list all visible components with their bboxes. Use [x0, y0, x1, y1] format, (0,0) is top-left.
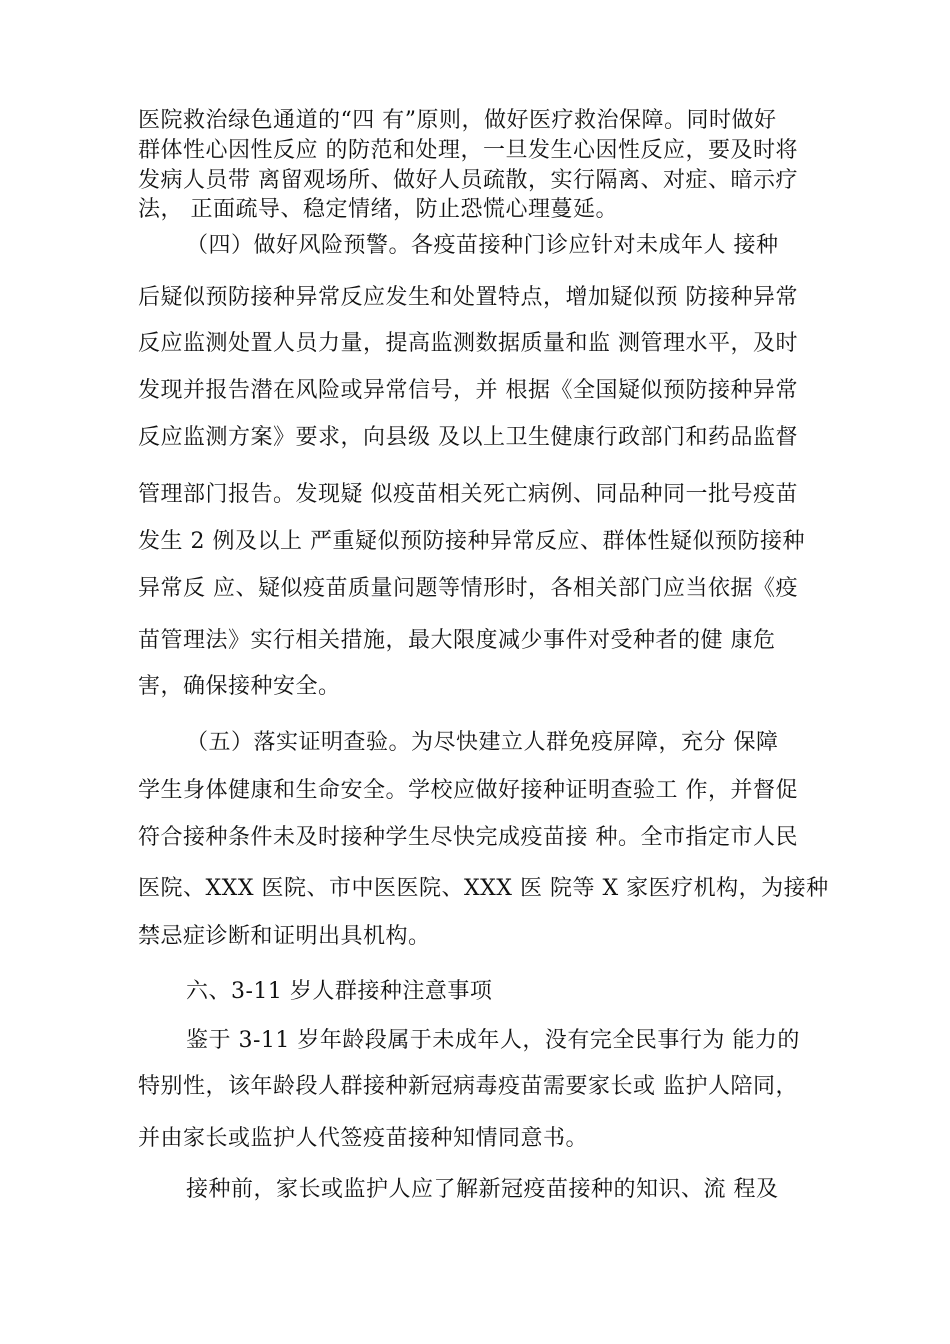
paragraph-line: （四）做好风险预警。各疫苗接种门诊应针对未成年人 接种	[186, 233, 779, 258]
paragraph-line: 管理部门报告。发现疑 似疫苗相关死亡病例、同品种同一批号疫苗	[138, 482, 798, 507]
paragraph-line: 发生 2 例及以上 严重疑似预防接种异常反应、群体性疑似预防接种	[138, 529, 805, 554]
paragraph-line: 法， 正面疏导、稳定情绪，防止恐慌心理蔓延。	[138, 197, 618, 222]
paragraph-line: 群体性心因性反应 的防范和处理，一旦发生心因性反应，要及时将	[138, 138, 798, 163]
paragraph-line: 鉴于 3-11 岁年龄段属于未成年人，没有完全民事行为 能力的	[186, 1028, 800, 1053]
paragraph-line: （五）落实证明查验。为尽快建立人群免疫屏障，充分 保障	[186, 730, 779, 755]
section-heading: 六、3-11 岁人群接种注意事项	[186, 979, 493, 1004]
paragraph-line: 禁忌症诊断和证明出具机构。	[138, 924, 431, 949]
paragraph-line: 医院救治绿色通道的“四 有”原则，做好医疗救治保障。同时做好	[138, 108, 777, 133]
paragraph-line: 异常反 应、疑似疫苗质量问题等情形时，各相关部门应当依据《疫	[138, 576, 798, 601]
paragraph-line: 发现并报告潜在风险或异常信号，并 根据《全国疑似预防接种异常	[138, 378, 798, 403]
paragraph-line: 医院、XXX 医院、市中医医院、XXX 医 院等 X 家医疗机构，为接种	[138, 876, 829, 901]
paragraph-line: 苗管理法》实行相关措施，最大限度减少事件对受种者的健 康危	[138, 628, 776, 653]
paragraph-line: 害，确保接种安全。	[138, 674, 341, 699]
paragraph-line: 并由家长或监护人代签疫苗接种知情同意书。	[138, 1126, 589, 1151]
paragraph-line: 特别性，该年龄段人群接种新冠病毒疫苗需要家长或 监护人陪同，	[138, 1074, 798, 1099]
paragraph-line: 符合接种条件未及时接种学生尽快完成疫苗接 种。全市指定市人民	[138, 825, 798, 850]
paragraph-line: 后疑似预防接种异常反应发生和处置特点，增加疑似预 防接种异常	[138, 285, 798, 310]
paragraph-line: 发病人员带 离留观场所、做好人员疏散，实行隔离、对症、暗示疗	[138, 168, 798, 193]
paragraph-line: 学生身体健康和生命安全。学校应做好接种证明查验工 作，并督促	[138, 778, 798, 803]
paragraph-line: 反应监测方案》要求，向县级 及以上卫生健康行政部门和药品监督	[138, 425, 798, 450]
paragraph-line: 接种前，家长或监护人应了解新冠疫苗接种的知识、流 程及	[186, 1177, 779, 1202]
paragraph-line: 反应监测处置人员力量，提高监测数据质量和监 测管理水平，及时	[138, 331, 798, 356]
